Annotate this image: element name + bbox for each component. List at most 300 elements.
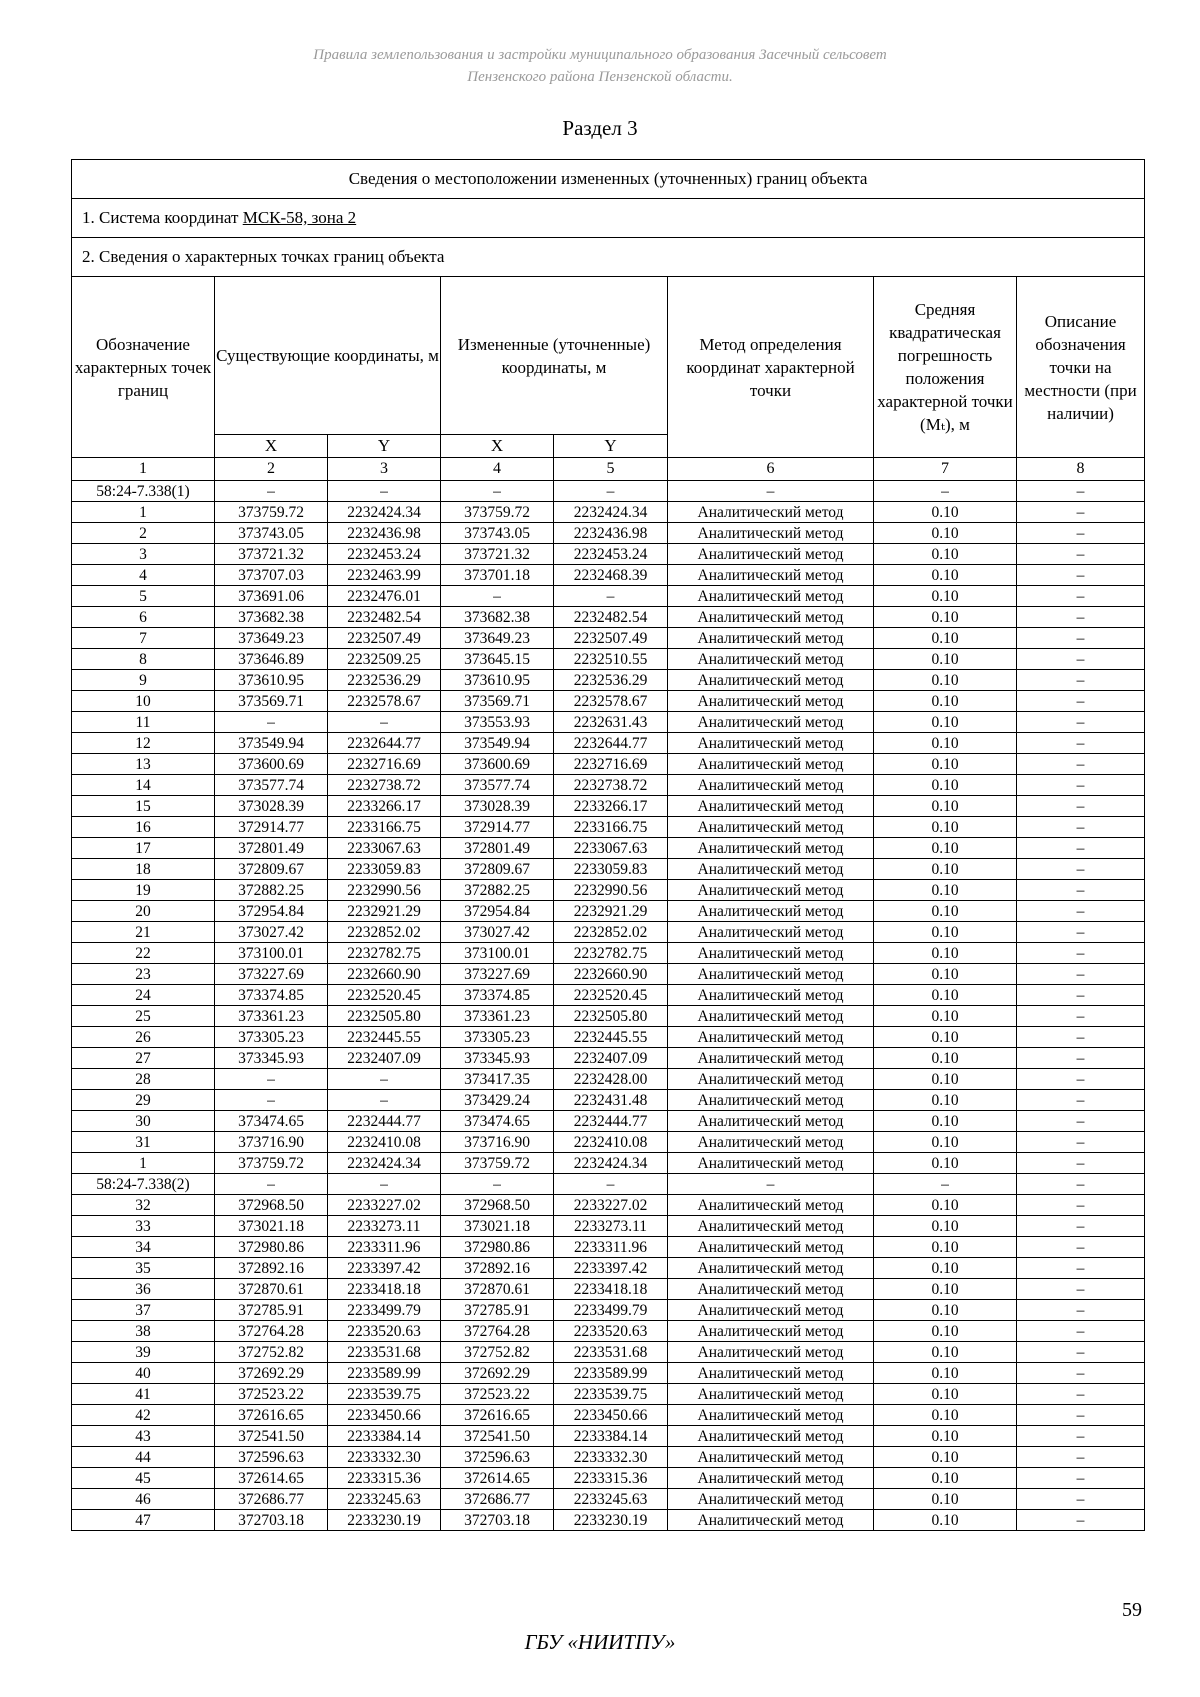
cell-existing-x: 372870.61: [215, 1279, 328, 1300]
cell-description: –: [1017, 1468, 1145, 1489]
cell-accuracy: 0.10: [874, 1405, 1017, 1426]
cell-point: 47: [72, 1510, 215, 1531]
cell-changed-y: 2233531.68: [554, 1342, 668, 1363]
cell-method: Аналитический метод: [668, 943, 874, 964]
cell-method: Аналитический метод: [668, 754, 874, 775]
cell-existing-x: 373361.23: [215, 1006, 328, 1027]
cell-changed-x: 373027.42: [441, 922, 554, 943]
cell-changed-x: 372968.50: [441, 1195, 554, 1216]
cell-changed-y: 2233245.63: [554, 1489, 668, 1510]
cell-accuracy: 0.10: [874, 628, 1017, 649]
cell-point: 7: [72, 628, 215, 649]
cell-description: –: [1017, 586, 1145, 607]
cell-point: 28: [72, 1069, 215, 1090]
table-row: [72, 544, 1145, 565]
cell-description: –: [1017, 880, 1145, 901]
cell-point: 16: [72, 817, 215, 838]
cell-existing-y: 2232921.29: [328, 901, 441, 922]
cell-existing-y: 2233245.63: [328, 1489, 441, 1510]
cell-changed-y: 2233166.75: [554, 817, 668, 838]
cell-method: Аналитический метод: [668, 1426, 874, 1447]
cell-changed-x: 373549.94: [441, 733, 554, 754]
cell-method: Аналитический метод: [668, 733, 874, 754]
cell-changed-x: 373682.38: [441, 607, 554, 628]
table-row: [72, 1006, 1145, 1027]
cell-point: 27: [72, 1048, 215, 1069]
table-row: [72, 985, 1145, 1006]
cell-method: Аналитический метод: [668, 1300, 874, 1321]
cell-existing-y: 2233230.19: [328, 1510, 441, 1531]
cell-method: Аналитический метод: [668, 1363, 874, 1384]
cell-existing-y: 2232716.69: [328, 754, 441, 775]
cell-existing-x: 373028.39: [215, 796, 328, 817]
cell-changed-y: 2233273.11: [554, 1216, 668, 1237]
col-header-description: Описание обозначения точки на местности (при наличии): [1017, 277, 1145, 458]
cell-changed-y: 2232410.08: [554, 1132, 668, 1153]
table-row: [72, 1216, 1145, 1237]
cell-point: 44: [72, 1447, 215, 1468]
col-header-existing-x: X: [215, 435, 328, 458]
cell-existing-y: 2232507.49: [328, 628, 441, 649]
cell-point: 17: [72, 838, 215, 859]
cell-accuracy: 0.10: [874, 922, 1017, 943]
cell-point: 30: [72, 1111, 215, 1132]
cell-changed-y: 2232482.54: [554, 607, 668, 628]
cell-changed-y: 2233230.19: [554, 1510, 668, 1531]
cell-point: 6: [72, 607, 215, 628]
cell-changed-x: 373649.23: [441, 628, 554, 649]
cell-existing-x: 373691.06: [215, 586, 328, 607]
cell-point: 15: [72, 796, 215, 817]
cell-description: –: [1017, 1132, 1145, 1153]
cell-point: 41: [72, 1384, 215, 1405]
cell-point: 11: [72, 712, 215, 733]
cell-method: Аналитический метод: [668, 1237, 874, 1258]
cell-accuracy: 0.10: [874, 1195, 1017, 1216]
table-row: [72, 1153, 1145, 1174]
cell-changed-y: 2233384.14: [554, 1426, 668, 1447]
cell-existing-y: 2232505.80: [328, 1006, 441, 1027]
cell-description: –: [1017, 1195, 1145, 1216]
table-row: [72, 754, 1145, 775]
cell-accuracy: 0.10: [874, 1363, 1017, 1384]
cell-point: 20: [72, 901, 215, 922]
table-caption: Сведения о местоположении измененных (уточненных) границ объекта: [72, 160, 1145, 199]
cell-changed-y: 2232444.77: [554, 1111, 668, 1132]
cell-existing-x: 373743.05: [215, 523, 328, 544]
cell-changed-y: 2232436.98: [554, 523, 668, 544]
cell-changed-y: 2232990.56: [554, 880, 668, 901]
cell-changed-y: 2233332.30: [554, 1447, 668, 1468]
table-body: [72, 481, 1145, 1531]
cell-existing-x: 372801.49: [215, 838, 328, 859]
cell-existing-y: –: [328, 712, 441, 733]
cell-description: –: [1017, 1300, 1145, 1321]
cell-changed-x: 373701.18: [441, 565, 554, 586]
cell-description: –: [1017, 565, 1145, 586]
table-row: [72, 628, 1145, 649]
cell-accuracy: 0.10: [874, 586, 1017, 607]
cell-existing-x: 373682.38: [215, 607, 328, 628]
cell-point: 29: [72, 1090, 215, 1111]
cell-method: Аналитический метод: [668, 1132, 874, 1153]
cell-method: Аналитический метод: [668, 712, 874, 733]
cell-existing-y: 2232738.72: [328, 775, 441, 796]
cell-changed-x: 373569.71: [441, 691, 554, 712]
cell-point: 40: [72, 1363, 215, 1384]
cell-changed-x: 373743.05: [441, 523, 554, 544]
cell-accuracy: 0.10: [874, 1342, 1017, 1363]
cell-changed-x: 372914.77: [441, 817, 554, 838]
table-row: [72, 901, 1145, 922]
cell-method: Аналитический метод: [668, 1279, 874, 1300]
cell-accuracy: 0.10: [874, 1384, 1017, 1405]
column-number-row: [72, 458, 1145, 481]
cell-existing-x: 373759.72: [215, 502, 328, 523]
cell-changed-x: 372801.49: [441, 838, 554, 859]
cell-changed-y: 2233227.02: [554, 1195, 668, 1216]
cell-accuracy: 0.10: [874, 754, 1017, 775]
cell-description: –: [1017, 1489, 1145, 1510]
cell-accuracy: 0.10: [874, 796, 1017, 817]
cell-accuracy: 0.10: [874, 1279, 1017, 1300]
points-section-title: 2. Сведения о характерных точках границ объекта: [72, 238, 1145, 277]
cell-method: Аналитический метод: [668, 1069, 874, 1090]
table-row: [72, 1090, 1145, 1111]
cell-point: 34: [72, 1237, 215, 1258]
cell-changed-x: 372752.82: [441, 1342, 554, 1363]
cell-existing-x: 372616.65: [215, 1405, 328, 1426]
cell-description: –: [1017, 1090, 1145, 1111]
cell-changed-y: 2232431.48: [554, 1090, 668, 1111]
cell-point: 58:24-7.338(1): [72, 481, 215, 502]
cell-existing-y: 2233520.63: [328, 1321, 441, 1342]
cell-existing-y: 2233067.63: [328, 838, 441, 859]
table-row: [72, 1111, 1145, 1132]
cell-method: Аналитический метод: [668, 691, 874, 712]
cell-changed-y: –: [554, 586, 668, 607]
table-row: [72, 1342, 1145, 1363]
cell-changed-x: 372764.28: [441, 1321, 554, 1342]
table-row: [72, 775, 1145, 796]
cell-accuracy: 0.10: [874, 964, 1017, 985]
cell-description: –: [1017, 502, 1145, 523]
cell-accuracy: –: [874, 1174, 1017, 1195]
table-row: [72, 880, 1145, 901]
cell-description: –: [1017, 607, 1145, 628]
cell-description: –: [1017, 712, 1145, 733]
cell-changed-x: 372882.25: [441, 880, 554, 901]
cell-changed-y: 2233067.63: [554, 838, 668, 859]
page-number: 59: [1122, 1599, 1142, 1621]
cell-method: Аналитический метод: [668, 607, 874, 628]
cell-point: 25: [72, 1006, 215, 1027]
cell-method: Аналитический метод: [668, 817, 874, 838]
cell-accuracy: 0.10: [874, 943, 1017, 964]
cell-existing-y: 2233273.11: [328, 1216, 441, 1237]
cell-method: Аналитический метод: [668, 1027, 874, 1048]
column-number: 7: [874, 458, 1017, 481]
cell-changed-y: 2233315.36: [554, 1468, 668, 1489]
cell-existing-x: 372752.82: [215, 1342, 328, 1363]
coordinate-system-row: [72, 199, 1145, 238]
cell-changed-x: 373600.69: [441, 754, 554, 775]
cell-changed-y: 2232468.39: [554, 565, 668, 586]
cell-existing-x: 372914.77: [215, 817, 328, 838]
table-row: [72, 1132, 1145, 1153]
cell-accuracy: 0.10: [874, 712, 1017, 733]
cell-changed-y: 2233311.96: [554, 1237, 668, 1258]
cell-description: –: [1017, 859, 1145, 880]
col-header-changed-x: X: [441, 435, 554, 458]
cell-existing-y: 2233059.83: [328, 859, 441, 880]
cell-existing-y: 2233266.17: [328, 796, 441, 817]
cell-existing-x: 372882.25: [215, 880, 328, 901]
cell-existing-y: 2232444.77: [328, 1111, 441, 1132]
cell-changed-x: 372785.91: [441, 1300, 554, 1321]
cell-accuracy: 0.10: [874, 544, 1017, 565]
column-number: 3: [328, 458, 441, 481]
cell-existing-x: –: [215, 1090, 328, 1111]
cell-method: Аналитический метод: [668, 1405, 874, 1426]
cell-method: Аналитический метод: [668, 985, 874, 1006]
cell-accuracy: 0.10: [874, 985, 1017, 1006]
cell-existing-x: 372692.29: [215, 1363, 328, 1384]
cell-existing-x: 373374.85: [215, 985, 328, 1006]
cell-existing-y: 2232852.02: [328, 922, 441, 943]
cell-accuracy: 0.10: [874, 1300, 1017, 1321]
cell-existing-y: 2233166.75: [328, 817, 441, 838]
page-header: [0, 44, 1200, 88]
cell-description: –: [1017, 1447, 1145, 1468]
cell-existing-y: 2232445.55: [328, 1027, 441, 1048]
cell-method: Аналитический метод: [668, 838, 874, 859]
cell-description: –: [1017, 775, 1145, 796]
cell-changed-x: 372870.61: [441, 1279, 554, 1300]
cell-description: –: [1017, 1237, 1145, 1258]
cell-point: 9: [72, 670, 215, 691]
cell-existing-x: 372703.18: [215, 1510, 328, 1531]
table-row: [72, 796, 1145, 817]
cell-existing-y: 2233315.36: [328, 1468, 441, 1489]
cell-changed-y: 2233450.66: [554, 1405, 668, 1426]
cell-changed-x: 372809.67: [441, 859, 554, 880]
cell-method: Аналитический метод: [668, 1342, 874, 1363]
cell-changed-y: 2232507.49: [554, 628, 668, 649]
cell-existing-y: 2233332.30: [328, 1447, 441, 1468]
cell-method: Аналитический метод: [668, 670, 874, 691]
cell-changed-y: 2232644.77: [554, 733, 668, 754]
column-number: 5: [554, 458, 668, 481]
cell-existing-y: 2233384.14: [328, 1426, 441, 1447]
cell-existing-y: 2232536.29: [328, 670, 441, 691]
cell-existing-x: –: [215, 481, 328, 502]
cell-description: –: [1017, 1363, 1145, 1384]
cell-point: 31: [72, 1132, 215, 1153]
cell-method: Аналитический метод: [668, 1153, 874, 1174]
cell-existing-x: 373569.71: [215, 691, 328, 712]
table-row: [72, 859, 1145, 880]
table-row: [72, 586, 1145, 607]
cell-changed-x: 373361.23: [441, 1006, 554, 1027]
cell-method: Аналитический метод: [668, 586, 874, 607]
cell-method: Аналитический метод: [668, 565, 874, 586]
cell-changed-x: 372616.65: [441, 1405, 554, 1426]
cell-existing-x: 372764.28: [215, 1321, 328, 1342]
cell-changed-x: 372692.29: [441, 1363, 554, 1384]
cell-method: Аналитический метод: [668, 1447, 874, 1468]
cell-changed-x: 373429.24: [441, 1090, 554, 1111]
table-row: [72, 523, 1145, 544]
cell-point: 58:24-7.338(2): [72, 1174, 215, 1195]
cell-existing-x: 372541.50: [215, 1426, 328, 1447]
cell-changed-y: 2233418.18: [554, 1279, 668, 1300]
table-row: [72, 712, 1145, 733]
table-row: [72, 1405, 1145, 1426]
cell-point: 10: [72, 691, 215, 712]
cell-existing-x: –: [215, 1174, 328, 1195]
table-row: [72, 1174, 1145, 1195]
cell-existing-y: 2233227.02: [328, 1195, 441, 1216]
cell-accuracy: 0.10: [874, 1447, 1017, 1468]
cell-changed-x: 373028.39: [441, 796, 554, 817]
cell-changed-y: 2232520.45: [554, 985, 668, 1006]
cell-accuracy: 0.10: [874, 775, 1017, 796]
cell-existing-y: 2232660.90: [328, 964, 441, 985]
cell-method: Аналитический метод: [668, 964, 874, 985]
cell-description: –: [1017, 901, 1145, 922]
cell-point: 14: [72, 775, 215, 796]
cell-accuracy: 0.10: [874, 817, 1017, 838]
cell-method: Аналитический метод: [668, 1258, 874, 1279]
cell-existing-x: 372892.16: [215, 1258, 328, 1279]
cell-description: –: [1017, 1006, 1145, 1027]
cell-accuracy: 0.10: [874, 1153, 1017, 1174]
cell-description: –: [1017, 1342, 1145, 1363]
cell-description: –: [1017, 1321, 1145, 1342]
cell-method: Аналитический метод: [668, 1489, 874, 1510]
cell-method: Аналитический метод: [668, 880, 874, 901]
cell-changed-y: 2233589.99: [554, 1363, 668, 1384]
cell-existing-y: 2232520.45: [328, 985, 441, 1006]
cell-point: 5: [72, 586, 215, 607]
cell-existing-y: 2233539.75: [328, 1384, 441, 1405]
cell-accuracy: 0.10: [874, 502, 1017, 523]
table-row: [72, 922, 1145, 943]
cell-method: Аналитический метод: [668, 1006, 874, 1027]
cell-existing-x: 373716.90: [215, 1132, 328, 1153]
cell-point: 2: [72, 523, 215, 544]
cell-description: –: [1017, 1216, 1145, 1237]
table-row: [72, 649, 1145, 670]
cell-changed-x: 373417.35: [441, 1069, 554, 1090]
cell-method: Аналитический метод: [668, 1468, 874, 1489]
cell-point: 8: [72, 649, 215, 670]
cell-description: –: [1017, 1258, 1145, 1279]
table-row: [72, 502, 1145, 523]
cell-method: Аналитический метод: [668, 523, 874, 544]
cell-point: 18: [72, 859, 215, 880]
cell-existing-y: 2233311.96: [328, 1237, 441, 1258]
cell-point: 22: [72, 943, 215, 964]
cell-changed-x: 373305.23: [441, 1027, 554, 1048]
cell-existing-y: 2232782.75: [328, 943, 441, 964]
col-header-existing: Существующие координаты, м: [215, 277, 441, 435]
table-row: [72, 670, 1145, 691]
cell-accuracy: 0.10: [874, 1237, 1017, 1258]
cell-accuracy: 0.10: [874, 607, 1017, 628]
cell-description: –: [1017, 1510, 1145, 1531]
cell-changed-y: 2232631.43: [554, 712, 668, 733]
cell-accuracy: 0.10: [874, 859, 1017, 880]
cell-changed-x: 372892.16: [441, 1258, 554, 1279]
cell-existing-x: 372523.22: [215, 1384, 328, 1405]
cell-accuracy: 0.10: [874, 1069, 1017, 1090]
cell-description: –: [1017, 1405, 1145, 1426]
column-number: 8: [1017, 458, 1145, 481]
cell-method: Аналитический метод: [668, 922, 874, 943]
column-number: 2: [215, 458, 328, 481]
table-row: [72, 733, 1145, 754]
cell-description: –: [1017, 1111, 1145, 1132]
cell-accuracy: 0.10: [874, 523, 1017, 544]
cell-point: 38: [72, 1321, 215, 1342]
table-row: [72, 1237, 1145, 1258]
cell-existing-y: 2232578.67: [328, 691, 441, 712]
cell-method: –: [668, 1174, 874, 1195]
table-row: [72, 1300, 1145, 1321]
cell-existing-x: 372686.77: [215, 1489, 328, 1510]
cell-existing-x: 373549.94: [215, 733, 328, 754]
table-row: [72, 1258, 1145, 1279]
cell-existing-x: 372785.91: [215, 1300, 328, 1321]
table-row: [72, 1447, 1145, 1468]
cell-changed-y: 2232505.80: [554, 1006, 668, 1027]
cell-existing-x: 373305.23: [215, 1027, 328, 1048]
cell-accuracy: 0.10: [874, 838, 1017, 859]
cell-changed-y: 2232510.55: [554, 649, 668, 670]
cell-point: 33: [72, 1216, 215, 1237]
cell-changed-x: 373553.93: [441, 712, 554, 733]
cell-existing-x: 372968.50: [215, 1195, 328, 1216]
cell-description: –: [1017, 691, 1145, 712]
cell-point: 26: [72, 1027, 215, 1048]
cell-method: Аналитический метод: [668, 796, 874, 817]
cell-existing-x: 372809.67: [215, 859, 328, 880]
table-row: [72, 1384, 1145, 1405]
cell-method: Аналитический метод: [668, 1111, 874, 1132]
cell-existing-y: 2233531.68: [328, 1342, 441, 1363]
cell-existing-y: 2233450.66: [328, 1405, 441, 1426]
cell-existing-x: 373600.69: [215, 754, 328, 775]
cell-description: –: [1017, 481, 1145, 502]
cell-existing-x: 372596.63: [215, 1447, 328, 1468]
cell-changed-y: 2232453.24: [554, 544, 668, 565]
cell-existing-y: 2233418.18: [328, 1279, 441, 1300]
cell-existing-y: 2232509.25: [328, 649, 441, 670]
cell-description: –: [1017, 964, 1145, 985]
cell-changed-y: 2232424.34: [554, 502, 668, 523]
cell-changed-x: 372954.84: [441, 901, 554, 922]
cell-accuracy: 0.10: [874, 565, 1017, 586]
col-header-accuracy: Средняя квадратическая погрешность положения характерной точки (Mₜ), м: [874, 277, 1017, 458]
cell-existing-x: 373345.93: [215, 1048, 328, 1069]
table-row: [72, 565, 1145, 586]
cell-changed-x: 372703.18: [441, 1510, 554, 1531]
cell-existing-x: 373027.42: [215, 922, 328, 943]
cell-existing-x: –: [215, 712, 328, 733]
cell-changed-x: –: [441, 1174, 554, 1195]
